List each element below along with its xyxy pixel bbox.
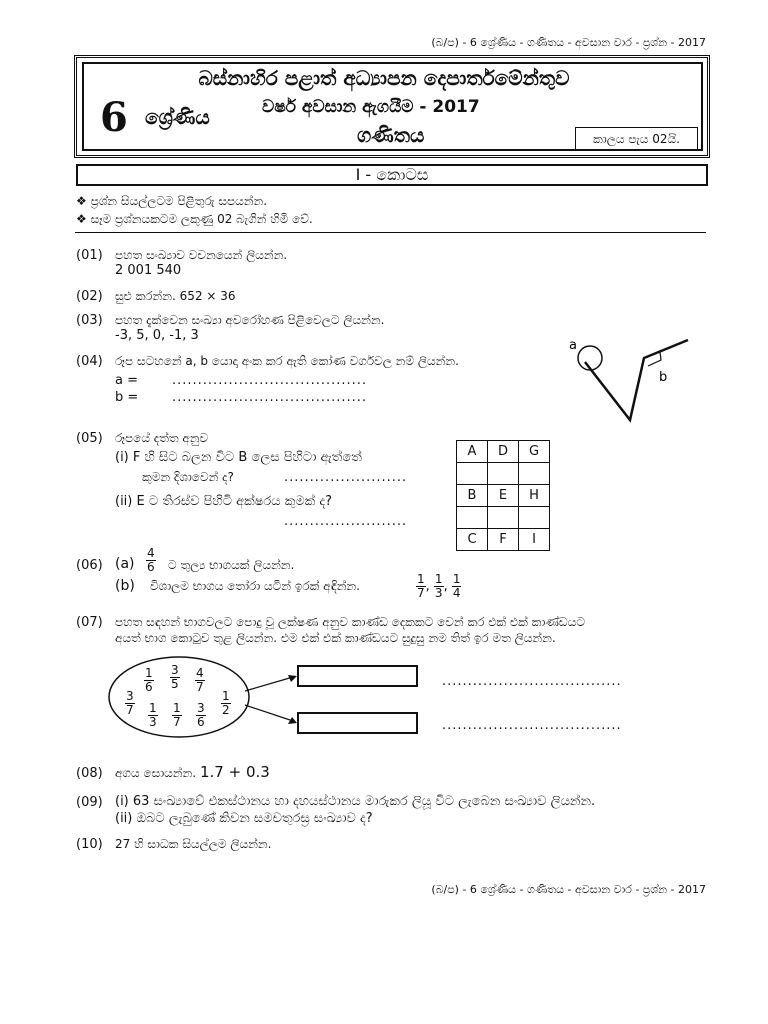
arrow-lower-head bbox=[288, 717, 297, 724]
comma: , bbox=[443, 579, 448, 594]
arrow-lower-line bbox=[245, 705, 293, 721]
fraction bbox=[148, 702, 158, 729]
angle-figure bbox=[560, 332, 700, 432]
question-text: පහත සංඛ්‍යාව වචනයෙන් ලියන්න. bbox=[115, 248, 288, 262]
grid-cell bbox=[488, 463, 519, 485]
fraction bbox=[434, 573, 444, 600]
instruction-2: ❖ සෑම ප්‍රශ්නයකටම ලකුණු 02 බැගින් හිමි වේ. bbox=[76, 212, 313, 226]
section-title: I - කොටස bbox=[76, 164, 708, 186]
answer-dots-group-2: ................................... bbox=[442, 718, 622, 733]
fraction-denominator: 5 bbox=[171, 677, 179, 691]
question-number: (08) bbox=[76, 766, 103, 781]
answer-dots: ........................ bbox=[284, 514, 408, 529]
fraction bbox=[452, 573, 462, 600]
grid-cell: A bbox=[457, 441, 488, 463]
department-name: බස්නාහිර පළාත් අධ්‍යාපන දෙපාර්තමේන්තුව bbox=[198, 66, 570, 90]
angle-label-a: a bbox=[569, 338, 577, 353]
grid-cell: G bbox=[519, 441, 550, 463]
fraction bbox=[144, 667, 154, 694]
comma: , bbox=[425, 579, 430, 594]
answer-label-b: b = bbox=[115, 390, 139, 405]
question-text: සුළු කරන්න. 652 × 36 bbox=[115, 289, 236, 303]
running-footer: (බ/ප) - 6 ශ්‍රේණිය - ගණිතය - අවසාන වාර - ප්‍රශ්න - 2017 bbox=[431, 883, 706, 896]
answer-dots-b: ...................................... bbox=[172, 390, 368, 405]
subject-title: ගණිතය bbox=[357, 123, 425, 147]
fraction-numerator: 3 bbox=[197, 701, 205, 715]
question-text: අගය සොයන්න. bbox=[115, 766, 197, 780]
grid-row bbox=[457, 507, 550, 529]
question-number: (09) bbox=[76, 795, 103, 810]
question-part-ii: (ii) ඔබට ලැබුණේ කිවන සමචතුරස්‍ර සංඛ්‍යාව ද? bbox=[115, 811, 373, 826]
answer-box-group-1[interactable] bbox=[297, 665, 418, 687]
question-part-i: (i) F හි සිට බලන විට B ලෙස පිහිටා ඇත්තේ bbox=[115, 450, 362, 465]
question-part-ii: (ii) E ට තිරස්ව පිහිටි අක්ෂරය කුමක් ද? bbox=[115, 494, 333, 509]
question-part-i-cont: කුමන දිශාවෙන් ද? bbox=[142, 470, 234, 484]
question-number: (10) bbox=[76, 837, 103, 852]
grid-cell: H bbox=[519, 485, 550, 507]
grid-cell bbox=[457, 507, 488, 529]
question-text: පහත සඳහන් භාගවලට පොදු වූ ලක්ෂණ අනුව කාණ්ඩ දෙකකට වෙන් කර එක් එක් කාණ්ඩයට bbox=[115, 615, 585, 629]
fraction-denominator: 7 bbox=[126, 703, 134, 717]
fraction-numerator: 1 bbox=[452, 572, 461, 586]
exam-title: වර්ෂ අවසාන ඇගයීම - 2017 bbox=[262, 97, 480, 117]
question-text: විශාලම භාගය තෝරා යටින් ඉරක් අඳින්න. bbox=[150, 579, 360, 593]
answer-dots-group-1: ................................... bbox=[442, 674, 622, 689]
answer-dots-a: ...................................... bbox=[172, 373, 368, 388]
angle-a-arc bbox=[578, 346, 602, 370]
fraction bbox=[416, 573, 426, 600]
grid-cell bbox=[457, 463, 488, 485]
question-value: -3, 5, 0, -1, 3 bbox=[115, 328, 199, 343]
fraction-denominator: 3 bbox=[149, 715, 157, 729]
grid-cell: C bbox=[457, 529, 488, 551]
question-number: (02) bbox=[76, 289, 103, 304]
fraction bbox=[196, 702, 206, 729]
grade-number: 6 bbox=[100, 94, 128, 141]
answer-dots: ........................ bbox=[284, 470, 408, 485]
grid-row bbox=[457, 463, 550, 485]
fraction-denominator: 4 bbox=[452, 586, 461, 600]
fraction bbox=[172, 702, 182, 729]
fraction-numerator: 1 bbox=[145, 666, 153, 680]
fraction-denominator: 6 bbox=[197, 715, 205, 729]
angle-label-b: b bbox=[659, 370, 668, 385]
part-a-label: (a) bbox=[115, 556, 135, 572]
question-number: (01) bbox=[76, 248, 103, 263]
fraction-numerator: 4 bbox=[147, 546, 155, 560]
fraction-denominator: 7 bbox=[417, 586, 425, 600]
question-number: (06) bbox=[76, 558, 103, 573]
question-part-i: (i) 63 සංඛ්‍යාවේ එකස්ථානය හා දහයස්ථානය මාරුකර ලියූ විට ලැබෙන සංඛ්‍යාව ලියන්න. bbox=[115, 794, 596, 809]
fraction bbox=[146, 547, 156, 574]
part-b-label: (b) bbox=[115, 578, 135, 594]
grid-cell bbox=[488, 507, 519, 529]
grade-label: ශ්‍රේණිය bbox=[145, 105, 210, 129]
fraction-denominator: 7 bbox=[173, 715, 181, 729]
question-value: 2 001 540 bbox=[115, 263, 182, 278]
fraction-numerator: 3 bbox=[126, 689, 134, 703]
grid-cell: F bbox=[488, 529, 519, 551]
question-number: (05) bbox=[76, 431, 103, 446]
question-text: අයත් භාග කොටුව තුළ ලියන්න. එම එක් එක් කාණ්ඩයට සුදුසු නම තිත් ඉර මත ලියන්න. bbox=[115, 631, 556, 645]
fraction-numerator: 1 bbox=[417, 572, 425, 586]
question-text: ට තුල්‍ය භාගයක් ලියන්න. bbox=[168, 558, 295, 572]
grid-row bbox=[457, 485, 550, 507]
instruction-1: ❖ ප්‍රශ්න සියල්ලටම පිළිතුරු සපයන්න. bbox=[76, 194, 268, 208]
fraction bbox=[170, 664, 180, 691]
time-allowed: කාලය පැය 02යි. bbox=[575, 127, 698, 151]
grid-cell: E bbox=[488, 485, 519, 507]
fraction-denominator: 7 bbox=[196, 680, 204, 694]
fraction-denominator: 3 bbox=[434, 586, 443, 600]
section-divider bbox=[75, 232, 706, 233]
fraction-denominator: 2 bbox=[222, 703, 230, 717]
question-text: 27 හි සාධක සියල්ලම ලියන්න. bbox=[115, 837, 272, 851]
fraction-numerator: 1 bbox=[222, 689, 230, 703]
question-number: (07) bbox=[76, 615, 103, 630]
running-header: (බ/ප) - 6 ශ්‍රේණිය - ගණිතය - අවසාන වාර - ප්‍රශ්න - 2017 bbox=[431, 36, 706, 49]
grid-row bbox=[457, 441, 550, 463]
question-text: රූප සටහනේ a, b යොදා අංක කර ඇති කෝණ වර්ගවල නම් ලියන්න. bbox=[115, 354, 459, 368]
fraction bbox=[195, 667, 205, 694]
grid-cell bbox=[519, 507, 550, 529]
fraction-numerator: 3 bbox=[171, 663, 179, 677]
arrow-upper-line bbox=[245, 677, 293, 691]
question-text: රූපයේ දත්ත අනුව bbox=[115, 431, 209, 445]
grid-cell: B bbox=[457, 485, 488, 507]
fraction-list bbox=[416, 573, 461, 600]
fraction bbox=[221, 690, 231, 717]
expression: 1.7 + 0.3 bbox=[200, 763, 270, 781]
fraction-denominator: 6 bbox=[145, 680, 153, 694]
fraction-denominator: 6 bbox=[147, 560, 155, 574]
question-text: පහත දැක්වෙන සංඛ්‍යා අවරෝහණ පිළිවෙලට ලියන්න. bbox=[115, 313, 385, 327]
fraction-numerator: 1 bbox=[149, 701, 157, 715]
grid-row bbox=[457, 529, 550, 551]
answer-box-group-2[interactable] bbox=[297, 712, 418, 734]
answer-label-a: a = bbox=[115, 373, 138, 388]
grid-cell: I bbox=[519, 529, 550, 551]
question-number: (03) bbox=[76, 313, 103, 328]
question-number: (04) bbox=[76, 354, 103, 369]
letter-grid bbox=[456, 440, 550, 551]
grid-cell bbox=[519, 463, 550, 485]
fraction-numerator: 1 bbox=[173, 701, 181, 715]
fraction-numerator: 4 bbox=[196, 666, 204, 680]
fraction-numerator: 1 bbox=[434, 572, 443, 586]
fraction bbox=[125, 690, 135, 717]
grid-cell: D bbox=[488, 441, 519, 463]
